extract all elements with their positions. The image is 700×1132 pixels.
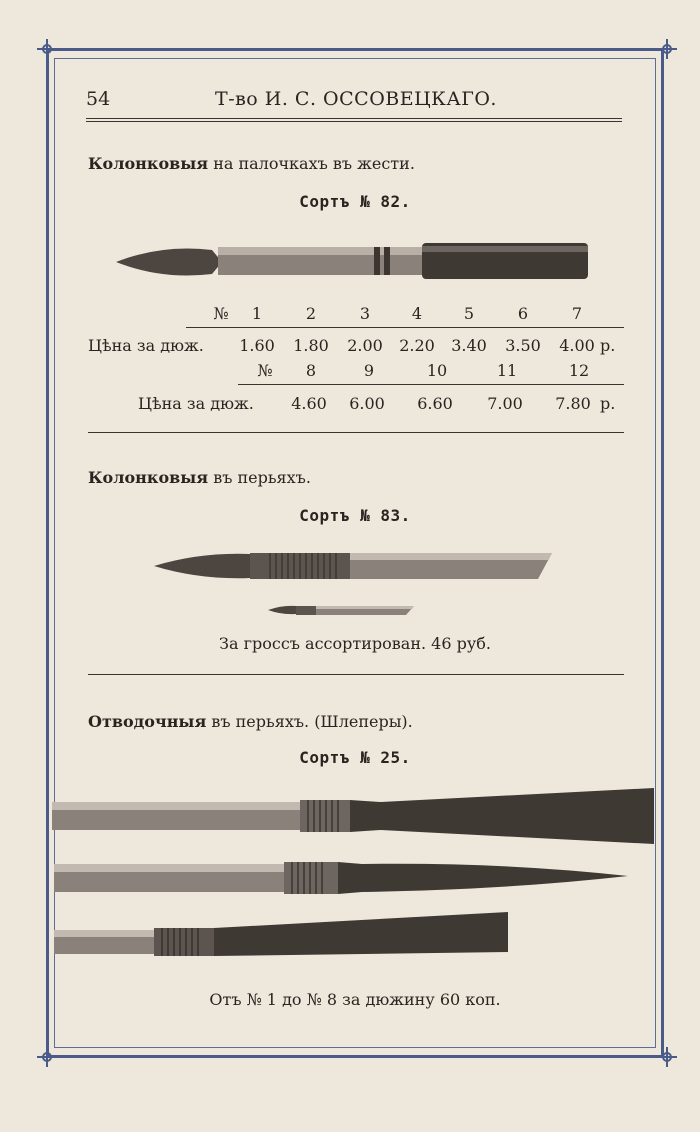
size-cell: 6 [517,304,529,323]
brush-illustration-82 [112,238,592,284]
corner-ornament-icon [36,1046,58,1068]
publisher-title: Т-во И. С. ОССОВЕЦКАГО. [215,88,497,110]
price-cell: 2.00 [347,336,383,355]
size-cell: 10 [426,361,448,380]
section-divider [88,674,624,675]
size-cell: 5 [463,304,475,323]
section1-title-rest: на палочкахъ въ жести. [213,154,415,173]
size-cell: 3 [359,304,371,323]
size-cell: 2 [305,304,317,323]
price-cell: 2.20 [399,336,435,355]
size-cell: 9 [363,361,375,380]
section3-note: Отъ № 1 до № 8 за дюжину 60 коп. [209,990,501,1009]
section3-title-rest: въ перьяхъ. (Шлеперы). [211,712,413,731]
brush-illustration-83-small [266,602,416,618]
section2-note: За гроссъ ассортирован. 46 руб. [219,634,491,653]
section2-heading [88,468,311,487]
section2-title-bold: Колонковыя [88,468,209,487]
section1-sort: Сортъ № 82. [299,192,411,211]
price-cell: 3.50 [505,336,541,355]
size-header: № [213,304,229,323]
section1-heading [88,154,415,173]
section1-title-bold: Колонковыя [88,154,209,173]
size-header: № [257,361,273,380]
price-cell: 4.00 [559,336,595,355]
flat-brush-illustration-3 [52,910,512,960]
header-rule [86,121,622,122]
page-number: 54 [86,88,111,110]
price-cell: 4.60 [291,394,327,413]
flat-brush-illustration-2 [52,856,632,902]
price-cell: 1.60 [239,336,275,355]
size-cell: 1 [251,304,263,323]
price-cell: 7.80 [555,394,591,413]
section3-heading [88,712,413,731]
price-cell: 6.00 [349,394,385,413]
section3-title-bold: Отводочныя [88,712,207,731]
price-cell: 3.40 [451,336,487,355]
price-label: Цѣна за дюж. [138,394,254,413]
size-cell: 8 [305,361,317,380]
size-cell: 7 [571,304,583,323]
table-rule [186,327,624,328]
running-header [86,88,626,118]
corner-ornament-icon [36,38,58,60]
section2-title-rest: въ перьяхъ. [213,468,311,487]
price-cell: 6.60 [417,394,453,413]
price-label: Цѣна за дюж. [88,336,204,355]
corner-ornament-icon [656,1046,678,1068]
size-cell: 4 [411,304,423,323]
section-divider [88,432,624,433]
size-cell: 11 [496,361,518,380]
currency-unit: р. [600,394,616,413]
size-cell: 12 [568,361,590,380]
section3-sort: Сортъ № 25. [299,748,411,767]
price-cell: 1.80 [293,336,329,355]
corner-ornament-icon [656,38,678,60]
header-rule [86,118,622,119]
section2-sort: Сортъ № 83. [299,506,411,525]
currency-unit: р. [600,336,616,355]
brush-illustration-83-large [150,548,556,584]
flat-brush-illustration-1 [50,786,656,846]
price-cell: 7.00 [487,394,523,413]
table-rule [238,384,624,385]
